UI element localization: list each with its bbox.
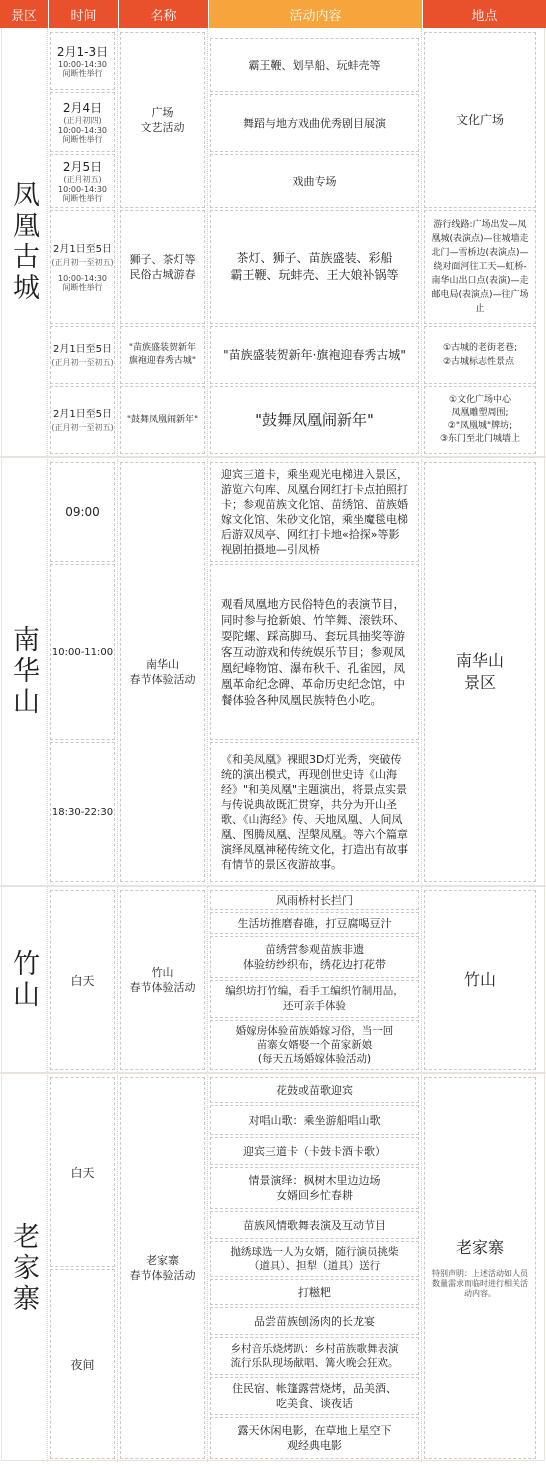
- header-name: 名称: [118, 0, 208, 28]
- activity-name: "鼓舞凤凰闹新年": [120, 386, 205, 454]
- time-date: 2月5日: [62, 160, 103, 174]
- time-cell: [50, 386, 115, 454]
- time-lunar: (正月初五): [63, 175, 102, 184]
- section-divider: [0, 456, 546, 458]
- time-cell: 10:00-11:00: [50, 564, 115, 740]
- zone-zhushan: 竹山: [8, 948, 39, 1011]
- location-cell: 竹山: [424, 890, 536, 1070]
- column-divider: [47, 28, 48, 1462]
- time-cell: 09:00: [50, 462, 115, 562]
- time-cell: [50, 154, 115, 208]
- activity-content: 观看凤凰地方民俗特色的表演节目，同时参与抢新娘、竹竿舞、滚铁环、耍陀螺、踩高脚马、套玩具抽奖等游客互动游戏和传统娱乐节目；参观凤凰纪峰物馆、瀑布秋千、孔雀园，凤凰革命纪念碑、革命历史纪念馆，中餐体验各种凤凰民族特色小吃。: [210, 564, 419, 740]
- location-note: 特别声明：上述活动如人员数量需求而临时进行相关活动内容。: [432, 1269, 528, 1298]
- activity-name: 竹山 春节体验活动: [120, 890, 205, 1070]
- activity-content: 打糍粑: [210, 1279, 419, 1305]
- activity-name: 老家寨 春节体验活动: [120, 1077, 205, 1459]
- activity-content: 《和美凤凰》裸眼3D灯光秀，突破传统的演出模式，再现创世史诗《山海经》"和美凤凰"主题演出，将景点实景与传说典故既汇贯穿，共分为开山圣歌、《山海经》传、天地凤凰、人间凤凰、图腾凤凰、涅槃凤凰。等六个篇章演绎凤凰神秘传统文化，打造出有故事有情节的景区夜游故事。: [210, 742, 419, 882]
- column-divider: [117, 28, 118, 1462]
- activity-content: 霸王鞭、划旱船、玩蚌壳等: [210, 38, 419, 92]
- time-date: 2月4日: [62, 101, 103, 115]
- time-lunar: (正月初四): [63, 116, 102, 125]
- location-cell: ①文化广场中心 凤凰雕塑周围; ②"凤凰城"牌坊; ③东门至北门城墙上: [424, 386, 536, 454]
- activity-content: 情景演绎：枫树木里边边场 女婿回乡忙春耕: [210, 1167, 419, 1209]
- time-cell: 白天: [50, 1077, 115, 1267]
- time-date: 2月1-3日: [56, 45, 109, 59]
- activity-content: 露天休闲电影，在草地上星空下 观经典电影: [210, 1417, 419, 1459]
- location-cell: [424, 1077, 536, 1459]
- header-zone: 景区: [0, 0, 48, 28]
- activity-content: 对唱山歌：乘坐游船唱山歌: [210, 1105, 419, 1135]
- activity-content: 花鼓或苗歌迎宾: [210, 1077, 419, 1103]
- activity-name: "苗族盛装贺新年 旗袍迎春秀古城": [120, 326, 205, 384]
- time-cell: [50, 32, 115, 90]
- location-cell: ①古城的老街老巷; ②古城标志性景点: [424, 326, 536, 384]
- location-name: 老家寨: [455, 1238, 504, 1257]
- activity-content: "苗族盛装贺新年·旗袍迎春秀古城": [210, 326, 419, 384]
- activity-content: 品尝苗族刨汤肉的长龙宴: [210, 1307, 419, 1335]
- activity-content: 风雨桥村长拦门: [210, 890, 419, 910]
- activity-content: 乡村音乐烧烤趴：乡村苗族歌舞表演 流行乐队现场献唱、篝火晚会狂欢。: [210, 1337, 419, 1375]
- time-cell: 18:30-22:30: [50, 742, 115, 882]
- activity-content: 生活坊推磨舂碓，打豆腐喝豆汁: [210, 912, 419, 934]
- time-cell: [50, 210, 115, 324]
- activity-content: 迎宾三道卡，乘坐观光电梯进入景区，游览六句库、凤凰台网红打卡点拍照打卡；参观苗族文化馆、苗绣馆、苗族婚嫁文化馆、朱砂文化馆，乘坐魔毯电梯后游双凤亭、网红打卡地«拾探»等影视剧拍摄地—引凤桥: [210, 462, 419, 562]
- activity-content: 苗族风情歌舞表演及互动节目: [210, 1211, 419, 1239]
- header-location: 地点: [422, 0, 546, 28]
- activity-content: 舞蹈与地方戏曲优秀剧目展演: [210, 94, 419, 152]
- time-note: 10:00-14:30 间断性举行: [58, 185, 107, 203]
- section-divider: [0, 885, 546, 887]
- time-date: 2月1日至5日: [52, 344, 113, 355]
- time-note: 10:00-14:30 间断性举行: [58, 60, 107, 78]
- time-note: 10:00-14:30 间断性举行: [58, 126, 107, 144]
- activity-content: 抛绣球选一人为女婿，随行演员挑柴 （道具）、担犁（道具）送行: [210, 1241, 419, 1277]
- header-time: 时间: [48, 0, 118, 28]
- activity-name: 狮子、茶灯等 民俗古城游春: [120, 210, 205, 324]
- location-cell: 南华山 景区: [424, 462, 536, 882]
- activity-content: 苗绣营参观苗族非遗 体验纺纱织布，绣花边打花带: [210, 936, 419, 978]
- location-cell: 文化广场: [424, 32, 536, 208]
- time-note: 10:00-14:30 间断性举行: [58, 274, 107, 292]
- zone-nanhua: 南华山: [8, 625, 39, 718]
- activity-content: 住民宿、帐篷露营烧烤，品美酒、 吃美食、谈夜话: [210, 1377, 419, 1415]
- section-divider: [0, 1072, 546, 1074]
- activity-content: "鼓舞凤凰闹新年": [210, 386, 419, 454]
- time-date: 2月1日至5日: [52, 409, 113, 420]
- zone-fenghuang: 凤凰古城: [8, 180, 39, 304]
- activity-content: 茶灯、狮子、苗族盛装、彩船 霸王鞭、玩蚌壳、王大娘补锅等: [210, 210, 419, 324]
- time-lunar: (正月初一至初五): [51, 258, 114, 267]
- zone-laojiazhai: 老家寨: [8, 1221, 39, 1315]
- column-divider: [207, 28, 208, 1462]
- time-cell: 白天: [50, 890, 115, 1070]
- activity-name: 南华山 春节体验活动: [120, 462, 205, 882]
- activity-content: 编织坊打竹编，看手工编织竹制用品， 还可亲手体验: [210, 980, 419, 1018]
- activity-content: 戏曲专场: [210, 154, 419, 208]
- time-cell: [50, 92, 115, 152]
- location-cell: 游行线路:广场出发—凤凰城(表演点)—往城墙走北门—雪桥边(表演点)—绕对面河往工天—虹桥-南华山出口点(表演)—走邮电局(表演点)—往广场止: [424, 210, 536, 324]
- activity-name: 广场 文艺活动: [120, 32, 205, 208]
- header-activity: 活动内容: [208, 0, 422, 28]
- time-lunar: (正月初一至初五): [51, 423, 114, 432]
- activity-content: 迎宾三道卡（卡鼓卡酒卡歌）: [210, 1137, 419, 1165]
- time-cell: 夜间: [50, 1269, 115, 1459]
- time-date: 2月1日至5日: [52, 244, 113, 255]
- activity-content: 婚嫁房体验苗族婚嫁习俗，当一回 苗寨女婿娶一个苗家新娘 (每天五场婚嫁体验活动): [210, 1020, 419, 1070]
- time-cell: [50, 326, 115, 384]
- column-divider: [421, 28, 422, 1462]
- time-lunar: (正月初一至初五): [51, 358, 114, 367]
